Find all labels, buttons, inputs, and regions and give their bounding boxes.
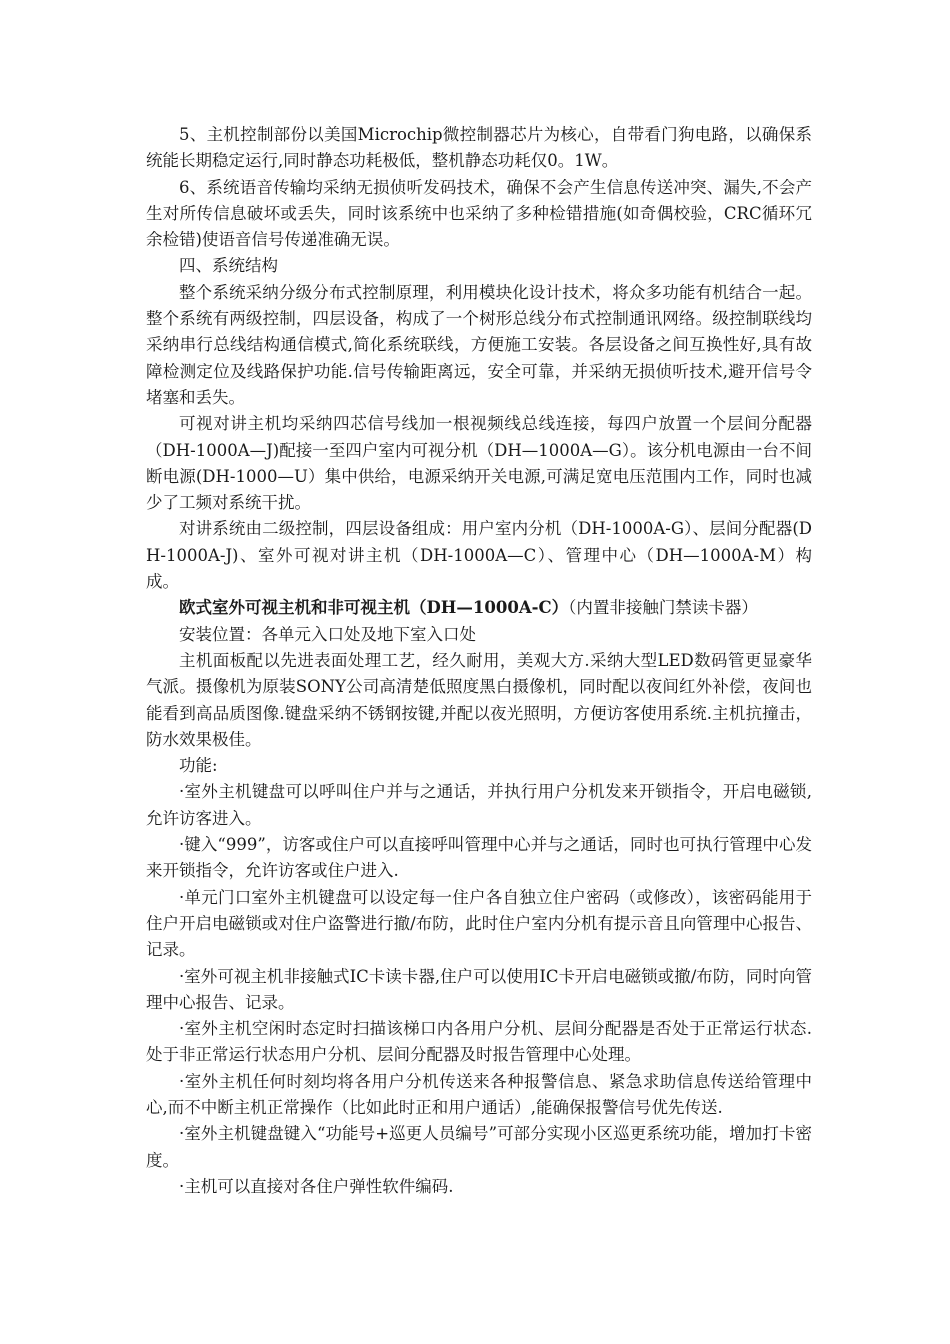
list-item-call-resident: ·室外主机键盘可以呼叫住户并与之通话，并执行用户分机发来开锁指令，开启电磁锁,允许访客进入。: [146, 782, 812, 828]
list-item-dial-999: ·键入“999”，访客或住户可以直接呼叫管理中心并与之通话，同时也可执行管理中心发来开锁指令，允许访客或住户进入.: [146, 835, 812, 881]
paragraph-distributed-control: 整个系统采纳分级分布式控制原理，利用模块化设计技术，将众多功能有机结合一起。整个系统有两级控制，四层设备，构成了一个树形总线分布式控制通讯网络。级控制联线均采纳串行总线结构通信模式,简化系统联线，方便施工安装。各层设备之间互换性好,具有故障检测定位及线路保护功能.信号传输距离远，安全可靠，并采纳无损侦听技术,避开信号令堵塞和丢失。: [146, 282, 812, 407]
list-item-alarm-forward: ·室外主机任何时刻均将各用户分机传送来各种报警信息、紧急求助信息传送给管理中心,而不中断主机正常操作（比如此时正和用户通话）,能确保报警信号优先传送.: [146, 1071, 812, 1117]
document-body: [146, 122, 812, 1200]
paragraph-functions-label: 功能:: [179, 756, 218, 776]
section-title-rest: （内置非接触门禁读卡器）: [568, 598, 758, 618]
list-item-encoding: ·主机可以直接对各住户弹性软件编码.: [179, 1176, 454, 1196]
section-heading-system-structure: 四、系统结构: [179, 256, 278, 276]
list-item-ic-card: ·室外可视主机非接触式IC卡读卡器,住户可以使用IC卡开启电磁锁或撤/布防，同时向管理中心报告、记录。: [146, 966, 812, 1012]
paragraph-main-controller: 5、主机控制部份以美国Microchip微控制器芯片为核心，自带看门狗电路，以确保系统能长期稳定运行,同时静态功耗极低，整机静态功耗仅0。1W。: [146, 125, 812, 171]
list-item-patrol: ·室外主机键盘键入“功能号+巡更人员编号”可部分实现小区巡更系统功能，增加打卡密度。: [146, 1124, 812, 1170]
paragraph-host-panel: 主机面板配以先进表面处理工艺，经久耐用，美观大方.采纳大型LED数码管更显豪华气派。摄像机为原装SONY公司高清楚低照度黑白摄像机，同时配以夜间红外补偿，夜间也能看到高品质图像.键盘采纳不锈钢按键,并配以夜光照明，方便访客使用系统.主机抗撞击，防水效果极佳。: [146, 650, 812, 749]
paragraph-voice-transmission: 6、系统语音传输均采纳无损侦听发码技术，确保不会产生信息传送冲突、漏失,不会产生对所传信息破坏或丢失，同时该系统中也采纳了多种检错措施(如奇偶校验，CRC循环冗余检错)使语音信号传递准确无误。: [146, 177, 812, 250]
paragraph-intercom-composition: 对讲系统由二级控制，四层设备组成：用户室内分机（DH-1000A-G）、层间分配器(DH-1000A-J)、室外可视对讲主机（DH-1000A—C）、管理中心（DH—1000A-M）构成。: [146, 519, 812, 592]
paragraph-bus-connection: 可视对讲主机均采纳四芯信号线加一根视频线总线连接，每四户放置一个层间分配器（DH-1000A—J)配接一至四户室内可视分机（DH—1000A—G）。该分机电源由一台不间断电源(DH-1000—U）集中供给，电源采纳开关电源,可满足宽电压范围内工作，同时也减少了工频对系统干扰。: [146, 414, 812, 513]
list-item-password: ·单元门口室外主机键盘可以设定每一住户各自独立住户密码（或修改），该密码能用于住户开启电磁锁或对住户盗警进行撤/布防，此时住户室内分机有提示音且向管理中心报告、记录。: [146, 887, 812, 960]
paragraph-install-location: 安装位置：各单元入口处及地下室入口处: [179, 624, 476, 644]
list-item-scan-status: ·室外主机空闲时态定时扫描该梯口内各用户分机、层间分配器是否处于正常运行状态.处于非正常运行状态用户分机、层间分配器及时报告管理中心处理。: [146, 1019, 812, 1065]
section-title-bold: 欧式室外可视主机和非可视主机（DH—1000A-C）: [179, 598, 569, 618]
section-heading-outdoor-host: [146, 595, 812, 621]
